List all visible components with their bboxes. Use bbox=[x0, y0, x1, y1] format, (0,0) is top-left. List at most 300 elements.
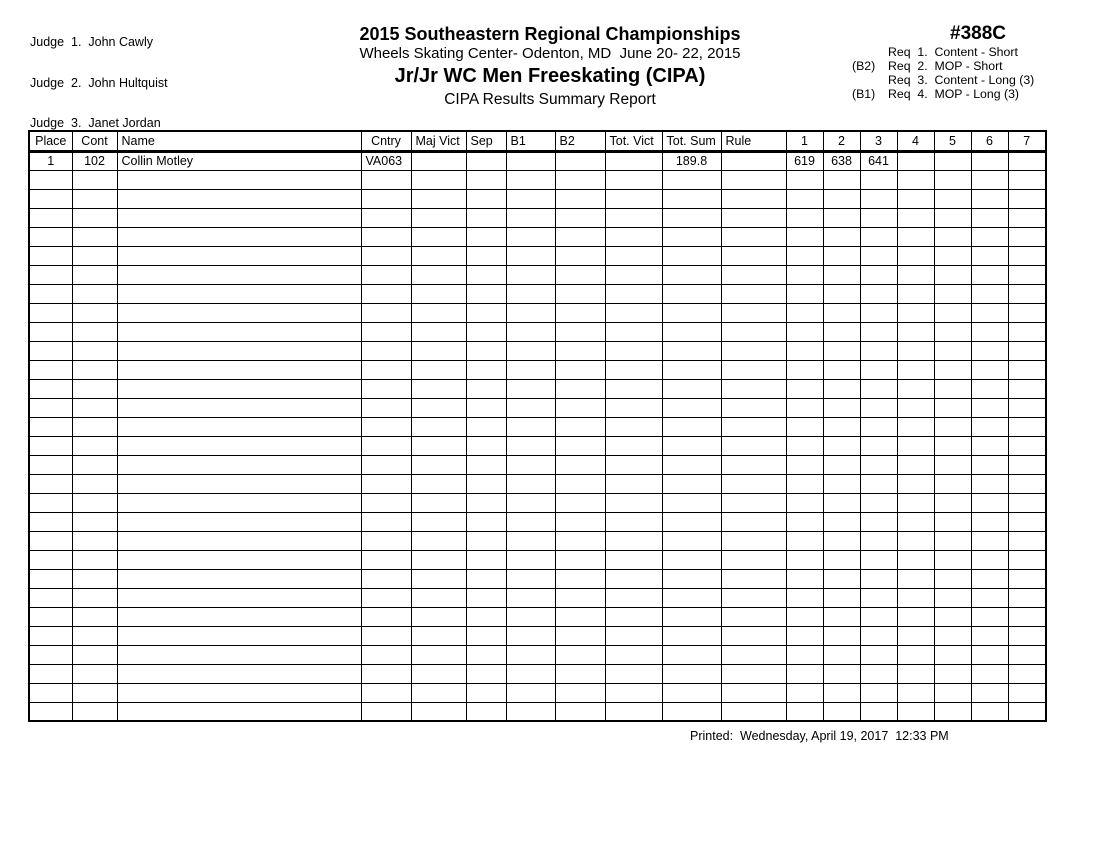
table-cell-b1 bbox=[506, 702, 555, 721]
judge-line-1: Judge 1. John Cawly bbox=[30, 35, 153, 49]
table-row-empty bbox=[29, 208, 1046, 227]
table-cell-b2 bbox=[555, 569, 605, 588]
table-cell-2 bbox=[823, 569, 860, 588]
table-cell-6 bbox=[971, 284, 1008, 303]
table-cell-b1 bbox=[506, 626, 555, 645]
table-cell-sep bbox=[466, 284, 506, 303]
table-cell-place bbox=[29, 702, 72, 721]
table-cell-place bbox=[29, 227, 72, 246]
table-cell-tot-sum bbox=[662, 493, 721, 512]
table-cell-tot-sum bbox=[662, 170, 721, 189]
table-cell-b2 bbox=[555, 512, 605, 531]
table-cell-7 bbox=[1008, 417, 1046, 436]
table-cell-7 bbox=[1008, 151, 1046, 170]
table-cell-sep bbox=[466, 322, 506, 341]
table-cell-1 bbox=[786, 265, 823, 284]
table-cell-6 bbox=[971, 398, 1008, 417]
table-cell-6 bbox=[971, 626, 1008, 645]
table-cell-4 bbox=[897, 455, 934, 474]
table-cell-cntry bbox=[361, 227, 411, 246]
table-cell-maj-vict bbox=[411, 284, 466, 303]
table-cell-3 bbox=[860, 227, 897, 246]
table-cell-cntry bbox=[361, 379, 411, 398]
table-cell-tot-sum bbox=[662, 284, 721, 303]
table-cell-1 bbox=[786, 398, 823, 417]
table-cell-3 bbox=[860, 683, 897, 702]
table-cell-rule bbox=[721, 531, 786, 550]
table-cell-maj-vict bbox=[411, 151, 466, 170]
table-cell-tot-sum bbox=[662, 360, 721, 379]
table-cell-2 bbox=[823, 474, 860, 493]
table-cell-tot-vict bbox=[605, 683, 662, 702]
table-cell-maj-vict bbox=[411, 455, 466, 474]
table-cell-1 bbox=[786, 569, 823, 588]
results-table-head bbox=[29, 131, 1046, 151]
table-cell-sep bbox=[466, 265, 506, 284]
table-cell-place bbox=[29, 569, 72, 588]
table-cell-maj-vict bbox=[411, 531, 466, 550]
table-cell-6 bbox=[971, 417, 1008, 436]
table-cell-6 bbox=[971, 683, 1008, 702]
table-cell-tot-vict bbox=[605, 569, 662, 588]
table-row-empty bbox=[29, 702, 1046, 721]
table-cell-b2 bbox=[555, 360, 605, 379]
table-row-empty bbox=[29, 170, 1046, 189]
table-cell-6 bbox=[971, 227, 1008, 246]
table-cell-tot-sum bbox=[662, 189, 721, 208]
table-cell-2 bbox=[823, 284, 860, 303]
table-cell-2 bbox=[823, 588, 860, 607]
table-cell-tot-sum bbox=[662, 474, 721, 493]
table-cell-sep bbox=[466, 550, 506, 569]
table-cell-tot-vict bbox=[605, 379, 662, 398]
table-cell-tot-sum bbox=[662, 341, 721, 360]
table-cell-rule bbox=[721, 702, 786, 721]
table-cell-sep bbox=[466, 645, 506, 664]
table-cell-maj-vict bbox=[411, 379, 466, 398]
table-cell-5 bbox=[934, 645, 971, 664]
table-cell-b2 bbox=[555, 588, 605, 607]
table-cell-2 bbox=[823, 664, 860, 683]
table-cell-1 bbox=[786, 417, 823, 436]
table-cell-maj-vict bbox=[411, 550, 466, 569]
table-cell-b1 bbox=[506, 151, 555, 170]
table-cell-cntry bbox=[361, 550, 411, 569]
table-cell-1 bbox=[786, 227, 823, 246]
table-cell-maj-vict bbox=[411, 227, 466, 246]
table-cell-7 bbox=[1008, 664, 1046, 683]
table-cell-b1 bbox=[506, 227, 555, 246]
table-cell-3 bbox=[860, 436, 897, 455]
table-cell-7 bbox=[1008, 531, 1046, 550]
table-cell-cont bbox=[72, 664, 117, 683]
table-cell-place bbox=[29, 284, 72, 303]
table-cell-4 bbox=[897, 531, 934, 550]
table-cell-4 bbox=[897, 569, 934, 588]
table-cell-4 bbox=[897, 189, 934, 208]
table-cell-7 bbox=[1008, 474, 1046, 493]
table-cell-4 bbox=[897, 436, 934, 455]
table-cell-3 bbox=[860, 607, 897, 626]
table-cell-maj-vict bbox=[411, 341, 466, 360]
table-cell-sep bbox=[466, 683, 506, 702]
table-cell-tot-vict bbox=[605, 512, 662, 531]
table-cell-cntry bbox=[361, 607, 411, 626]
table-cell-name bbox=[117, 398, 361, 417]
table-cell-place bbox=[29, 303, 72, 322]
table-cell-2 bbox=[823, 702, 860, 721]
table-cell-7 bbox=[1008, 208, 1046, 227]
table-cell-1 bbox=[786, 512, 823, 531]
table-cell-4 bbox=[897, 683, 934, 702]
table-cell-5 bbox=[934, 436, 971, 455]
table-cell-1 bbox=[786, 322, 823, 341]
table-cell-cont bbox=[72, 417, 117, 436]
table-cell-b2 bbox=[555, 322, 605, 341]
table-row-empty bbox=[29, 626, 1046, 645]
table-cell-cont bbox=[72, 455, 117, 474]
table-cell-maj-vict bbox=[411, 360, 466, 379]
table-cell-name bbox=[117, 626, 361, 645]
table-cell-maj-vict bbox=[411, 664, 466, 683]
table-cell-4 bbox=[897, 303, 934, 322]
table-cell-1 bbox=[786, 493, 823, 512]
table-cell-2 bbox=[823, 645, 860, 664]
table-cell-2 bbox=[823, 265, 860, 284]
table-cell-5 bbox=[934, 398, 971, 417]
table-cell-place bbox=[29, 436, 72, 455]
table-cell-5 bbox=[934, 360, 971, 379]
table-cell-3 bbox=[860, 322, 897, 341]
table-row-empty bbox=[29, 550, 1046, 569]
table-cell-maj-vict bbox=[411, 474, 466, 493]
table-cell-6 bbox=[971, 170, 1008, 189]
judge-line-3: Judge 3. Janet Jordan bbox=[30, 116, 161, 130]
table-cell-4 bbox=[897, 360, 934, 379]
table-cell-maj-vict bbox=[411, 208, 466, 227]
column-header-place: Place bbox=[29, 131, 72, 151]
req-prefix: (B1) bbox=[852, 87, 876, 101]
table-cell-cont: 102 bbox=[72, 151, 117, 170]
table-cell-cont bbox=[72, 284, 117, 303]
table-row-empty bbox=[29, 303, 1046, 322]
table-row-empty bbox=[29, 436, 1046, 455]
table-cell-7 bbox=[1008, 398, 1046, 417]
table-cell-tot-vict bbox=[605, 664, 662, 683]
table-cell-tot-vict bbox=[605, 208, 662, 227]
table-cell-5 bbox=[934, 455, 971, 474]
table-cell-place bbox=[29, 550, 72, 569]
results-table-body bbox=[29, 151, 1046, 721]
table-cell-name bbox=[117, 189, 361, 208]
table-cell-tot-vict bbox=[605, 417, 662, 436]
table-cell-1 bbox=[786, 645, 823, 664]
table-cell-rule bbox=[721, 265, 786, 284]
table-cell-2 bbox=[823, 360, 860, 379]
table-cell-sep bbox=[466, 303, 506, 322]
table-cell-cntry bbox=[361, 341, 411, 360]
table-cell-3 bbox=[860, 208, 897, 227]
table-cell-maj-vict bbox=[411, 645, 466, 664]
table-row-empty bbox=[29, 417, 1046, 436]
table-cell-b2 bbox=[555, 531, 605, 550]
table-cell-cont bbox=[72, 322, 117, 341]
table-cell-tot-sum: 189.8 bbox=[662, 151, 721, 170]
table-cell-b2 bbox=[555, 265, 605, 284]
table-cell-cntry bbox=[361, 170, 411, 189]
table-cell-rule bbox=[721, 322, 786, 341]
table-row-empty bbox=[29, 664, 1046, 683]
table-cell-cont bbox=[72, 474, 117, 493]
table-cell-name bbox=[117, 246, 361, 265]
table-row-empty bbox=[29, 341, 1046, 360]
table-cell-name bbox=[117, 702, 361, 721]
table-cell-7 bbox=[1008, 246, 1046, 265]
table-cell-cont bbox=[72, 607, 117, 626]
table-row-empty bbox=[29, 360, 1046, 379]
table-cell-rule bbox=[721, 455, 786, 474]
table-cell-2 bbox=[823, 607, 860, 626]
table-cell-2 bbox=[823, 683, 860, 702]
table-cell-4 bbox=[897, 284, 934, 303]
table-cell-sep bbox=[466, 436, 506, 455]
table-cell-tot-vict bbox=[605, 626, 662, 645]
req-prefix bbox=[852, 73, 888, 87]
table-cell-cont bbox=[72, 227, 117, 246]
table-cell-cntry bbox=[361, 588, 411, 607]
table-cell-tot-vict bbox=[605, 607, 662, 626]
table-cell-tot-vict bbox=[605, 436, 662, 455]
table-cell-1 bbox=[786, 246, 823, 265]
table-cell-b2 bbox=[555, 683, 605, 702]
table-cell-5 bbox=[934, 379, 971, 398]
table-cell-tot-vict bbox=[605, 474, 662, 493]
table-cell-maj-vict bbox=[411, 436, 466, 455]
table-cell-sep bbox=[466, 398, 506, 417]
table-cell-b2 bbox=[555, 170, 605, 189]
table-cell-6 bbox=[971, 436, 1008, 455]
table-cell-sep bbox=[466, 493, 506, 512]
table-cell-7 bbox=[1008, 436, 1046, 455]
table-cell-5 bbox=[934, 588, 971, 607]
table-cell-3 bbox=[860, 664, 897, 683]
table-cell-4 bbox=[897, 607, 934, 626]
table-cell-place bbox=[29, 455, 72, 474]
table-cell-2 bbox=[823, 227, 860, 246]
table-row-empty bbox=[29, 265, 1046, 284]
table-cell-tot-vict bbox=[605, 303, 662, 322]
table-cell-b1 bbox=[506, 550, 555, 569]
table-cell-name bbox=[117, 379, 361, 398]
table-cell-cont bbox=[72, 379, 117, 398]
table-cell-name bbox=[117, 569, 361, 588]
table-cell-cont bbox=[72, 398, 117, 417]
table-cell-b1 bbox=[506, 284, 555, 303]
table-cell-4 bbox=[897, 208, 934, 227]
table-cell-1 bbox=[786, 702, 823, 721]
table-cell-b1 bbox=[506, 379, 555, 398]
table-cell-3 bbox=[860, 284, 897, 303]
table-cell-name bbox=[117, 265, 361, 284]
table-cell-b1 bbox=[506, 341, 555, 360]
table-cell-cont bbox=[72, 493, 117, 512]
table-cell-2 bbox=[823, 626, 860, 645]
table-cell-tot-sum bbox=[662, 265, 721, 284]
table-cell-tot-vict bbox=[605, 284, 662, 303]
table-cell-tot-sum bbox=[662, 417, 721, 436]
table-row-empty bbox=[29, 493, 1046, 512]
table-cell-rule bbox=[721, 493, 786, 512]
requirements-list bbox=[852, 45, 1034, 101]
table-cell-tot-vict bbox=[605, 493, 662, 512]
table-cell-place bbox=[29, 626, 72, 645]
table-cell-cntry bbox=[361, 531, 411, 550]
table-cell-place bbox=[29, 683, 72, 702]
table-cell-7 bbox=[1008, 170, 1046, 189]
table-cell-sep bbox=[466, 626, 506, 645]
table-cell-2 bbox=[823, 531, 860, 550]
column-header-tot-sum: Tot. Sum bbox=[662, 131, 721, 151]
table-cell-b2 bbox=[555, 702, 605, 721]
table-cell-1 bbox=[786, 664, 823, 683]
table-cell-cont bbox=[72, 265, 117, 284]
report-title: CIPA Results Summary Report bbox=[444, 91, 656, 108]
table-cell-b2 bbox=[555, 284, 605, 303]
table-cell-rule bbox=[721, 246, 786, 265]
table-cell-6 bbox=[971, 702, 1008, 721]
table-cell-tot-sum bbox=[662, 227, 721, 246]
table-row-empty bbox=[29, 645, 1046, 664]
table-cell-4 bbox=[897, 626, 934, 645]
header-row bbox=[29, 131, 1046, 151]
table-cell-cntry bbox=[361, 417, 411, 436]
table-cell-tot-vict bbox=[605, 550, 662, 569]
table-cell-2 bbox=[823, 341, 860, 360]
table-cell-1 bbox=[786, 284, 823, 303]
table-cell-4 bbox=[897, 417, 934, 436]
table-cell-cntry bbox=[361, 208, 411, 227]
table-cell-7 bbox=[1008, 341, 1046, 360]
table-cell-cntry bbox=[361, 474, 411, 493]
table-cell-b1 bbox=[506, 569, 555, 588]
table-cell-3 bbox=[860, 626, 897, 645]
table-cell-tot-sum bbox=[662, 550, 721, 569]
table-cell-2 bbox=[823, 512, 860, 531]
column-header-5: 5 bbox=[934, 131, 971, 151]
table-cell-cntry bbox=[361, 284, 411, 303]
table-cell-1 bbox=[786, 588, 823, 607]
table-cell-4 bbox=[897, 702, 934, 721]
table-cell-sep bbox=[466, 151, 506, 170]
table-cell-3 bbox=[860, 550, 897, 569]
table-cell-name bbox=[117, 170, 361, 189]
table-cell-rule bbox=[721, 189, 786, 208]
table-cell-4 bbox=[897, 246, 934, 265]
table-cell-7 bbox=[1008, 493, 1046, 512]
table-cell-b2 bbox=[555, 645, 605, 664]
table-cell-5 bbox=[934, 189, 971, 208]
table-cell-b1 bbox=[506, 265, 555, 284]
table-cell-3 bbox=[860, 170, 897, 189]
table-cell-6 bbox=[971, 322, 1008, 341]
table-cell-place bbox=[29, 664, 72, 683]
table-cell-maj-vict bbox=[411, 265, 466, 284]
column-header-tot-vict: Tot. Vict bbox=[605, 131, 662, 151]
table-cell-4 bbox=[897, 588, 934, 607]
table-cell-name bbox=[117, 303, 361, 322]
table-cell-1 bbox=[786, 550, 823, 569]
table-cell-rule bbox=[721, 227, 786, 246]
table-cell-sep bbox=[466, 227, 506, 246]
table-cell-sep bbox=[466, 702, 506, 721]
table-cell-7 bbox=[1008, 284, 1046, 303]
table-cell-5 bbox=[934, 303, 971, 322]
table-cell-3 bbox=[860, 588, 897, 607]
table-cell-2 bbox=[823, 246, 860, 265]
table-cell-place bbox=[29, 360, 72, 379]
table-cell-b2 bbox=[555, 436, 605, 455]
req-line-1 bbox=[852, 45, 1034, 59]
table-cell-b1 bbox=[506, 474, 555, 493]
table-cell-6 bbox=[971, 474, 1008, 493]
table-cell-6 bbox=[971, 208, 1008, 227]
table-cell-7 bbox=[1008, 189, 1046, 208]
table-cell-4 bbox=[897, 265, 934, 284]
req-line-2 bbox=[852, 59, 1034, 73]
table-cell-tot-vict bbox=[605, 322, 662, 341]
table-cell-b2 bbox=[555, 417, 605, 436]
table-cell-cont bbox=[72, 645, 117, 664]
table-cell-name bbox=[117, 227, 361, 246]
table-cell-sep bbox=[466, 569, 506, 588]
table-cell-name bbox=[117, 417, 361, 436]
table-cell-b1 bbox=[506, 170, 555, 189]
table-cell-7 bbox=[1008, 265, 1046, 284]
table-row-empty bbox=[29, 189, 1046, 208]
table-cell-rule bbox=[721, 626, 786, 645]
table-cell-2 bbox=[823, 170, 860, 189]
table-cell-b1 bbox=[506, 189, 555, 208]
table-cell-5 bbox=[934, 607, 971, 626]
table-cell-2 bbox=[823, 398, 860, 417]
column-header-cont: Cont bbox=[72, 131, 117, 151]
column-header-rule: Rule bbox=[721, 131, 786, 151]
table-cell-tot-vict bbox=[605, 645, 662, 664]
table-row-empty bbox=[29, 512, 1046, 531]
table-cell-7 bbox=[1008, 512, 1046, 531]
table-cell-b1 bbox=[506, 493, 555, 512]
table-cell-b2 bbox=[555, 607, 605, 626]
table-cell-maj-vict bbox=[411, 493, 466, 512]
table-row-empty bbox=[29, 246, 1046, 265]
table-row-empty bbox=[29, 588, 1046, 607]
table-cell-3 bbox=[860, 341, 897, 360]
table-cell-5 bbox=[934, 227, 971, 246]
table-cell-rule bbox=[721, 683, 786, 702]
table-cell-place bbox=[29, 189, 72, 208]
table-cell-name bbox=[117, 664, 361, 683]
table-cell-2 bbox=[823, 322, 860, 341]
table-cell-maj-vict bbox=[411, 607, 466, 626]
table-cell-6 bbox=[971, 341, 1008, 360]
table-cell-cont bbox=[72, 170, 117, 189]
req-text: Req 2. MOP - Short bbox=[888, 59, 1003, 73]
table-cell-tot-vict bbox=[605, 341, 662, 360]
table-cell-3 bbox=[860, 645, 897, 664]
req-prefix bbox=[852, 45, 888, 59]
table-row-empty bbox=[29, 531, 1046, 550]
table-cell-name bbox=[117, 683, 361, 702]
